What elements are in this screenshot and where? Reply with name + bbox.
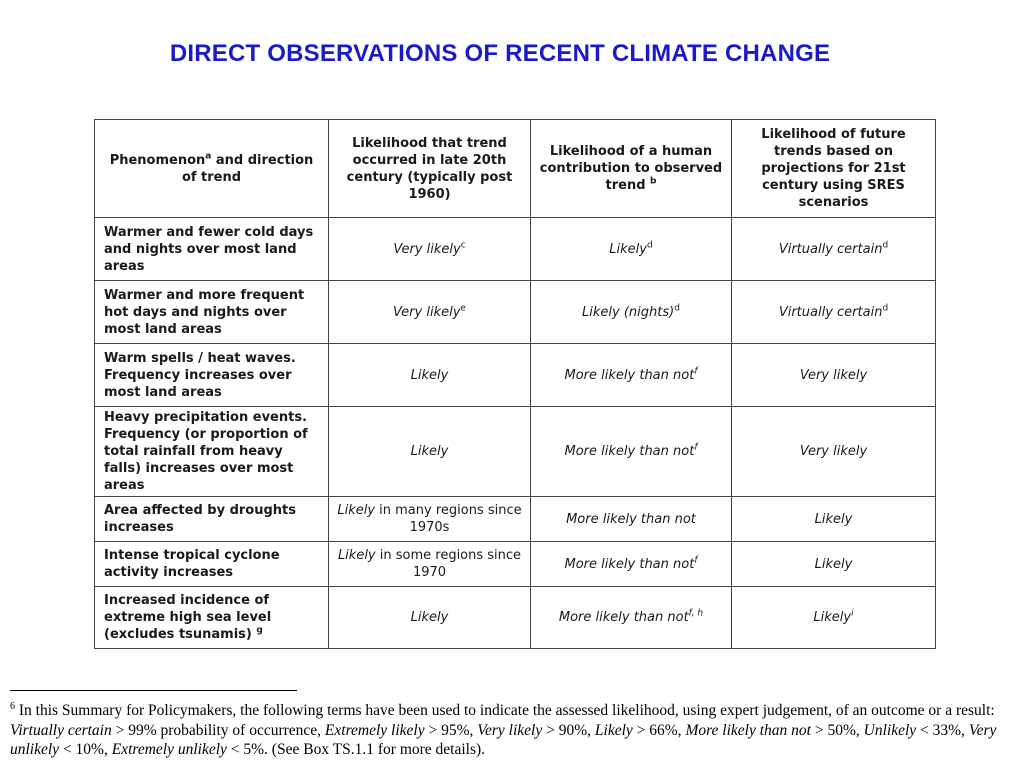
- header-future-trends: Likelihood of future trends based on projections for 21st century using SRES scenarios: [732, 120, 936, 218]
- late20-cell: Likely in many regions since 1970s: [329, 497, 531, 542]
- late20-cell: Likely in some regions since 1970: [329, 542, 531, 587]
- phenomenon-cell: Heavy precipitation events. Frequency (or proportion of total rainfall from heavy falls) increases over most areas: [95, 407, 329, 497]
- footnote: $^6$ In this Summary for Policymakers, the following terms have been used to indicate the assessed likelihood, using expert judgement, of an outcome or a result: Virtually certain > 99% probability of occurrence, Extremely likely > 95%, Very likely > 90%, Likely > 66%, More likely than not > 50%, Unlikely < 33%, Very unlikely < 10%, Extremely unlikely < 5%. (See Box TS.1.1 for more details).: [10, 700, 997, 758]
- header-late-20th-century: Likelihood that trend occurred in late 20th century (typically post 1960): [329, 120, 531, 218]
- late20-cell: Very likely$^c$: [329, 218, 531, 281]
- human-cell: More likely than not$^f$: [531, 344, 732, 407]
- table-row: [95, 542, 936, 587]
- table-header-row: [95, 120, 936, 218]
- human-cell: Likely$^d$: [531, 218, 732, 281]
- future-cell: Virtually certain$^d$: [732, 218, 936, 281]
- phenomenon-cell: Area affected by droughts increases: [95, 497, 329, 542]
- table-row: [95, 407, 936, 497]
- future-cell: Likely$^i$: [732, 587, 936, 649]
- human-cell: More likely than not$^{f, h}$: [531, 587, 732, 649]
- phenomenon-cell: Warmer and more frequent hot days and nights over most land areas: [95, 281, 329, 344]
- human-cell: More likely than not$^f$: [531, 542, 732, 587]
- table-row: [95, 587, 936, 649]
- phenomenon-cell: Intense tropical cyclone activity increases: [95, 542, 329, 587]
- future-cell: Very likely: [732, 344, 936, 407]
- phenomenon-cell: Warm spells / heat waves. Frequency increases over most land areas: [95, 344, 329, 407]
- future-cell: Very likely: [732, 407, 936, 497]
- future-cell: Virtually certain$^d$: [732, 281, 936, 344]
- phenomenon-cell: Increased incidence of extreme high sea level (excludes tsunamis) $^g$: [95, 587, 329, 649]
- phenomenon-cell: Warmer and fewer cold days and nights over most land areas: [95, 218, 329, 281]
- future-cell: Likely: [732, 497, 936, 542]
- late20-cell: Likely: [329, 587, 531, 649]
- table-row: [95, 497, 936, 542]
- human-cell: More likely than not: [531, 497, 732, 542]
- header-human-contribution: Likelihood of a human contribution to observed trend $^b$: [531, 120, 732, 218]
- likelihood-table: [94, 119, 936, 649]
- human-cell: More likely than not$^f$: [531, 407, 732, 497]
- late20-cell: Likely: [329, 407, 531, 497]
- table-row: [95, 344, 936, 407]
- page-title: DIRECT OBSERVATIONS OF RECENT CLIMATE CHANGE: [169, 40, 831, 67]
- late20-cell: Likely: [329, 344, 531, 407]
- table-row: [95, 218, 936, 281]
- table-row: [95, 281, 936, 344]
- footnote-marker: 6: [10, 700, 15, 712]
- header-phenomenon: Phenomenon$^a$ and direction of trend: [95, 120, 329, 218]
- future-cell: Likely: [732, 542, 936, 587]
- human-cell: Likely (nights)$^d$: [531, 281, 732, 344]
- late20-cell: Very likely$^e$: [329, 281, 531, 344]
- footnote-divider: [10, 690, 297, 691]
